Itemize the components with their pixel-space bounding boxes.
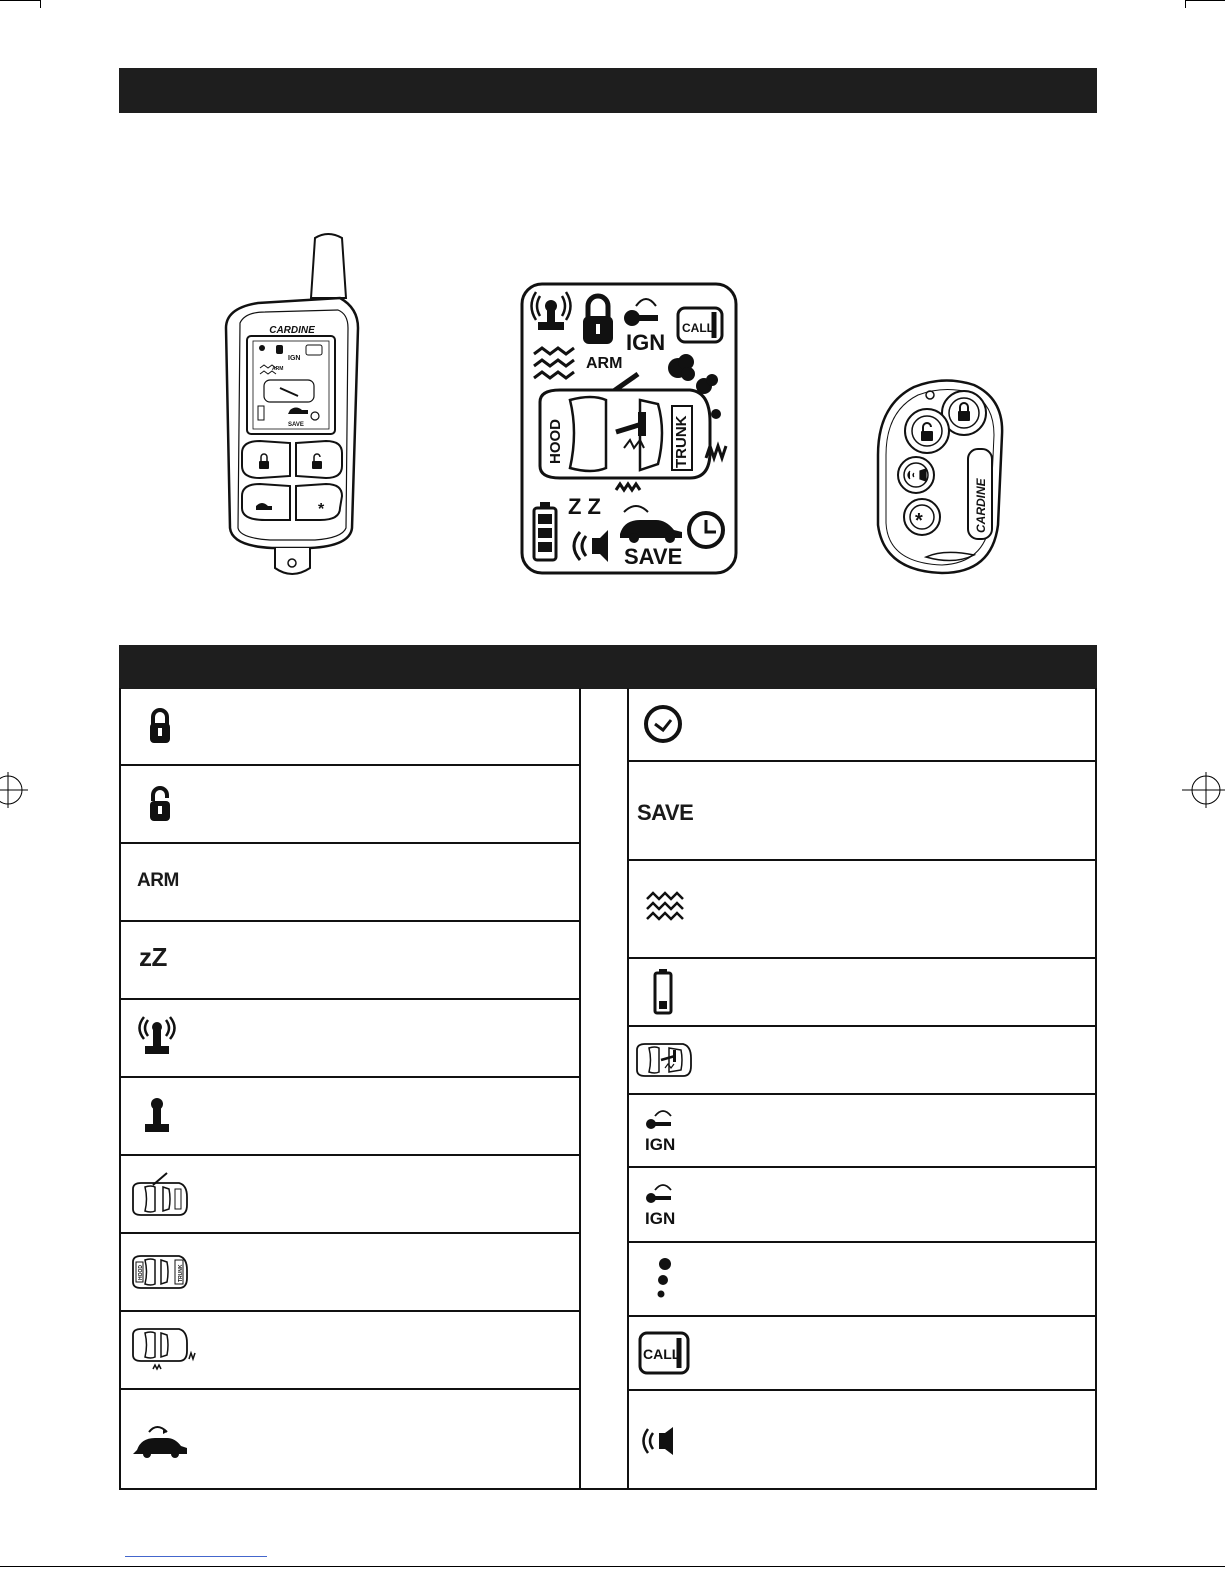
icon-row (121, 688, 579, 766)
icon-row (629, 1168, 1095, 1243)
lcd-trunk-label: TRUNK (673, 415, 690, 468)
icon-row (121, 922, 579, 1000)
lcd-arm-label: ARM (586, 355, 623, 372)
icon-row (121, 766, 579, 844)
mini-arm-label: ARM (272, 366, 284, 372)
car-intrusion-icon (631, 1040, 695, 1080)
svg-text:*: * (318, 501, 325, 518)
car-impact-icon (127, 1325, 197, 1375)
icon-row (629, 762, 1095, 861)
registration-mark-right (1180, 770, 1225, 810)
crop-mark (0, 1566, 1225, 1567)
vibrate-wave-icon (643, 889, 689, 929)
svg-text:*: * (915, 510, 923, 532)
icon-row (629, 1391, 1095, 1490)
icon-row (121, 1000, 579, 1078)
lcd-hood-label: HOOD (547, 419, 564, 464)
crop-mark (1185, 0, 1225, 1)
icon-row (121, 1156, 579, 1234)
ign-label-2: IGN (645, 1208, 676, 1228)
icon-row (121, 1234, 579, 1312)
save-text-icon: SAVE (637, 800, 694, 825)
icon-table (119, 688, 1097, 1490)
lcd-zz-label: Z Z (568, 494, 601, 519)
icon-row (629, 688, 1095, 762)
crop-mark (0, 0, 40, 1)
icon-table-gutter (581, 688, 629, 1488)
car-remote-start-icon (133, 1420, 189, 1460)
car-hood-trunk-icon (127, 1252, 191, 1292)
icon-row (629, 1027, 1095, 1095)
exhaust-puffs-icon (651, 1254, 681, 1304)
hood-label: HOOD (138, 1265, 144, 1280)
lcd-save-label: SAVE (624, 544, 683, 569)
lcd-car-icon (540, 390, 710, 478)
crop-mark (1185, 0, 1186, 8)
speaker-icon (641, 1421, 685, 1461)
ignition-key-2-icon (643, 1182, 687, 1228)
crop-mark (40, 0, 41, 8)
arm-text-icon: ARM (137, 870, 179, 891)
lcd-screen-illustration (520, 282, 738, 575)
car-door-open-icon (127, 1169, 191, 1219)
section-header-bar-top (119, 68, 1097, 113)
icon-table-left-column (121, 688, 581, 1488)
call-icon (637, 1330, 693, 1376)
section-header-bar-table (119, 645, 1097, 689)
call-label: CALL (643, 1346, 681, 1362)
icon-row (121, 844, 579, 922)
trunk-label: TRUNK (178, 1264, 184, 1282)
clock-icon (641, 702, 685, 746)
icon-row (629, 1243, 1095, 1317)
battery-low-icon (649, 967, 679, 1017)
icon-row (121, 1078, 579, 1156)
sensor-icon (135, 1096, 179, 1136)
unlock-icon (139, 783, 179, 825)
icon-row (629, 861, 1095, 959)
lcd-call-label: CALL (682, 321, 714, 335)
lcd-transmitter-illustration (220, 228, 365, 578)
transmitter-brand: CARDINE (269, 325, 315, 336)
remote-brand: CARDINE (974, 478, 988, 533)
lock-icon (139, 705, 179, 747)
mini-save-label: SAVE (288, 422, 304, 428)
icon-row (121, 1312, 579, 1390)
icon-row (629, 959, 1095, 1027)
ignition-key-icon (643, 1108, 687, 1154)
icon-row (629, 1317, 1095, 1391)
sleep-zz-icon: zZ (139, 942, 167, 972)
icon-row (121, 1390, 579, 1490)
icon-table-right-column (629, 688, 1095, 1488)
lcd-ign-label: IGN (626, 330, 666, 355)
siren-antenna-icon (135, 1016, 179, 1060)
registration-mark-left (0, 770, 30, 810)
remote-illustration (874, 375, 1014, 575)
link-underline[interactable] (125, 1556, 267, 1557)
icon-row (629, 1095, 1095, 1168)
mini-ign-label: IGN (288, 355, 301, 362)
ign-label: IGN (645, 1134, 676, 1154)
